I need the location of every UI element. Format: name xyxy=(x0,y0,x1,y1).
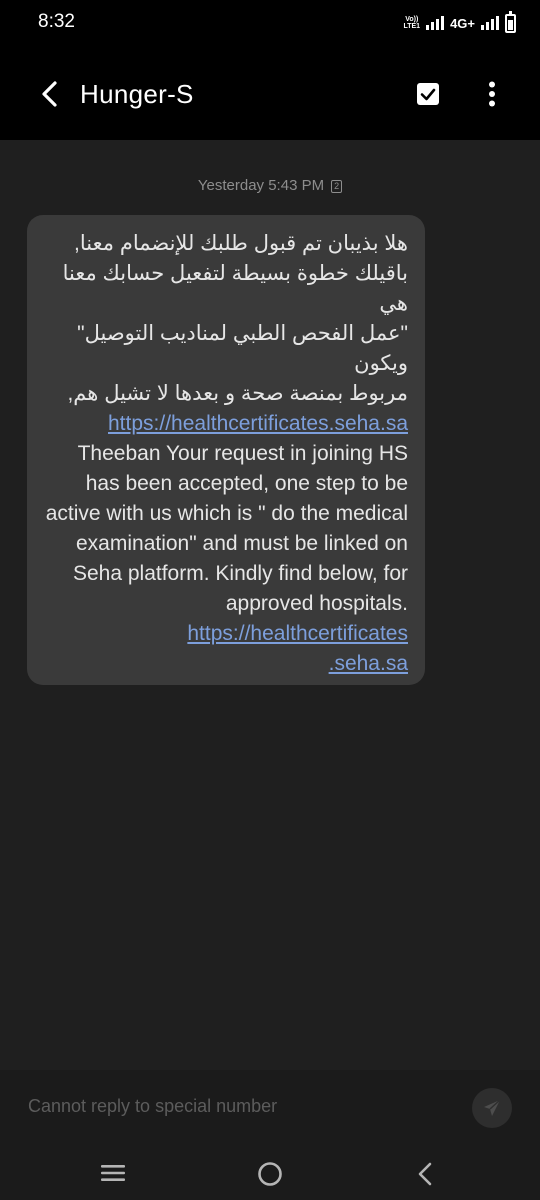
message-timestamp xyxy=(0,177,540,194)
checkbox-icon xyxy=(416,82,440,106)
volte-icon xyxy=(403,16,420,30)
message-link[interactable]: .seha.sa xyxy=(328,652,408,675)
select-button[interactable] xyxy=(408,74,448,114)
system-back-button[interactable] xyxy=(412,1158,438,1190)
network-type: 4G+ xyxy=(450,15,475,31)
more-vertical-icon xyxy=(488,81,496,107)
message-link[interactable]: https://healthcertificates.seha.sa xyxy=(108,412,408,435)
status-time: 8:32 xyxy=(38,11,75,32)
battery-icon xyxy=(505,14,516,33)
app-bar xyxy=(0,50,540,140)
send-icon xyxy=(482,1098,502,1118)
back-button[interactable] xyxy=(30,74,70,114)
back-chevron-icon xyxy=(417,1162,433,1186)
home-circle-icon xyxy=(257,1161,283,1187)
composer-placeholder: Cannot reply to special number xyxy=(28,1096,278,1116)
timestamp-text: Yesterday 5:43 PM xyxy=(197,177,325,194)
signal-icon xyxy=(481,16,499,30)
send-button[interactable] xyxy=(472,1088,512,1128)
sim-icon: 2 xyxy=(331,180,342,193)
signal-icon xyxy=(426,16,444,30)
message-text-english: Theeban Your request in joining HS has been accepted, one step to be active with us which is " do the medical examination" and must be linked on Seha platform. Kindly find below, for approved hospitals. xyxy=(45,442,414,615)
message-body xyxy=(44,409,414,679)
volte-label-top: Vo)) xyxy=(405,16,419,23)
volte-label-bottom: LTE1 xyxy=(403,23,421,30)
more-options-button[interactable] xyxy=(472,74,512,114)
back-arrow-icon xyxy=(39,81,61,107)
message-text-arabic: هلا بذيبان تم قبول طلبك للإنضمام معنا, باقيلك خطوة بسيطة لتفعيل حسابك معنا هي "عمل الفحص الطبي لمناديب التوصيل" ويكون مربوط بمنصة صحة و بعدها لا تشيل هم, xyxy=(62,232,408,405)
message-list[interactable] xyxy=(0,140,540,1070)
message-link[interactable]: https://healthcertificates xyxy=(187,622,408,645)
home-button[interactable] xyxy=(254,1158,286,1190)
status-bar xyxy=(0,0,540,50)
message-bubble[interactable] xyxy=(27,215,425,685)
composer-bar xyxy=(0,1070,540,1148)
conversation-title: Hunger-S xyxy=(80,79,194,109)
system-nav-bar xyxy=(0,1148,540,1200)
menu-icon xyxy=(100,1163,126,1183)
recent-apps-button[interactable] xyxy=(96,1160,130,1186)
status-icons xyxy=(403,12,516,34)
